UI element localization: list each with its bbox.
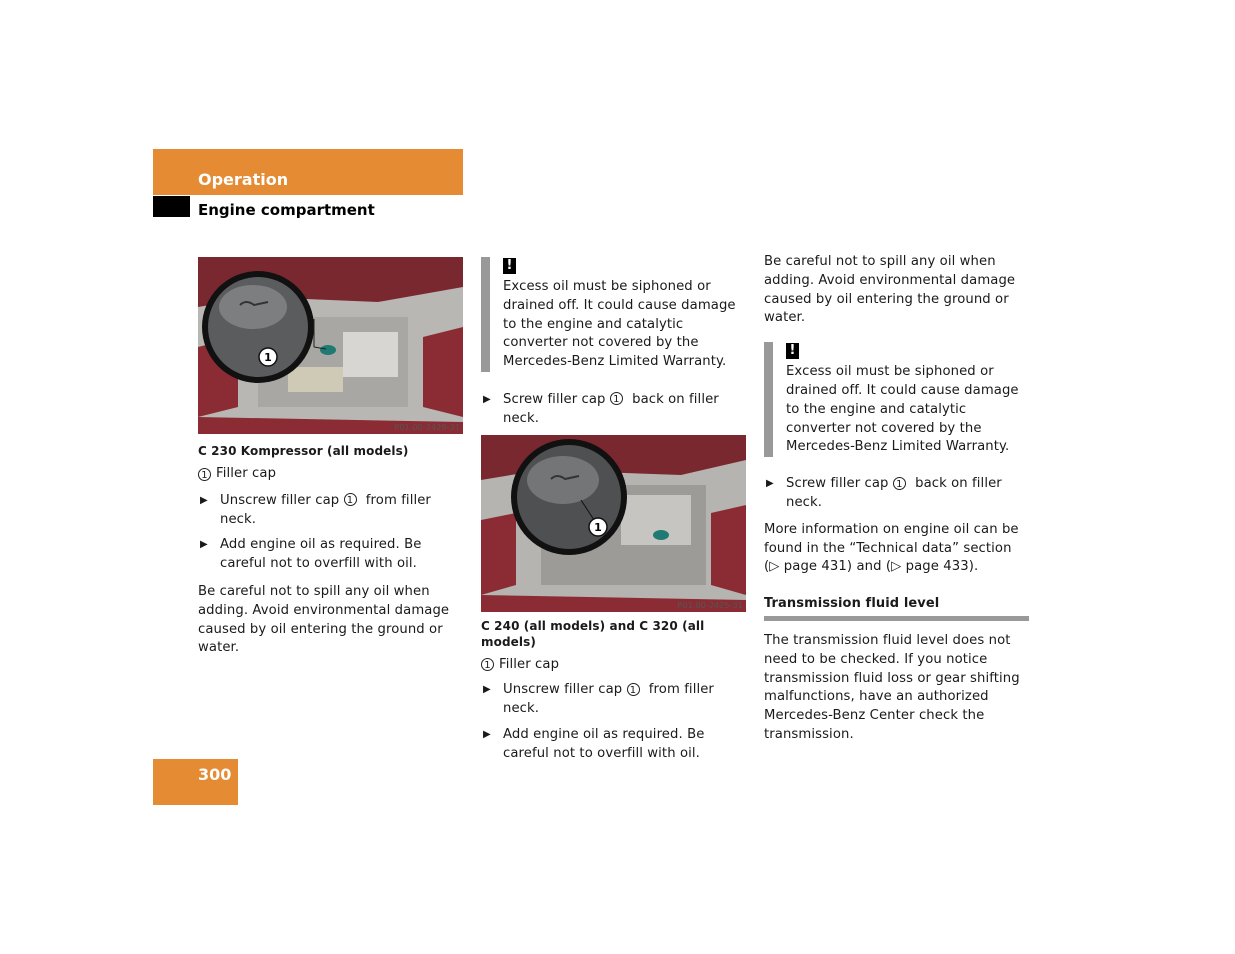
page-ref-icon: ▷ xyxy=(769,559,780,575)
warning-icon: ! xyxy=(503,258,516,274)
warning-bar xyxy=(764,342,773,457)
figure-caption: C 230 Kompressor (all models) xyxy=(198,444,409,458)
callout-marker: 1 xyxy=(481,658,494,671)
environment-note: Be careful not to spill any oil when adding. Avoid environmental damage caused by oil entering the ground or water. xyxy=(198,583,450,656)
column-1 xyxy=(198,257,463,658)
warning-icon: ! xyxy=(786,343,799,359)
callout-number: 1 xyxy=(264,351,272,364)
column-3 xyxy=(764,253,1029,745)
image-ref: P01.00-2425-31 xyxy=(677,600,743,610)
page-ref-link[interactable]: page 431 xyxy=(779,559,847,575)
bullet-arrow-icon: ▶ xyxy=(766,478,774,490)
column-2 xyxy=(481,257,746,764)
subsection-title: Engine compartment xyxy=(198,201,375,219)
bullet-arrow-icon: ▶ xyxy=(200,494,208,506)
callout-marker: 1 xyxy=(627,683,640,696)
bullet-arrow-icon: ▶ xyxy=(483,684,491,696)
instruction-step: ▶ Unscrew filler cap 1 from filler neck. xyxy=(483,682,714,717)
image-ref: P01.00-2429-31 xyxy=(394,423,460,432)
instruction-step: ▶ Screw filler cap 1 back on filler neck. xyxy=(483,391,719,426)
bullet-arrow-icon: ▶ xyxy=(200,539,208,551)
instruction-step: ▶ Screw filler cap 1 back on filler neck. xyxy=(766,476,1002,510)
page-ref-link[interactable]: page 433 xyxy=(901,559,969,575)
more-info-text: More information on engine oil can be found in the “Technical data” section (▷ page 431) and (▷ page 433). xyxy=(764,521,1019,575)
bullet-arrow-icon: ▶ xyxy=(483,728,491,740)
section-heading: Transmission fluid level xyxy=(764,595,1029,621)
engine-photo-c240-c320 xyxy=(481,435,746,612)
callout-marker: 1 xyxy=(344,493,357,506)
callout-marker: 1 xyxy=(893,477,906,490)
legend-item: 1 Filler cap xyxy=(198,465,463,484)
callout-marker: 1 xyxy=(610,392,623,405)
warning-box xyxy=(764,342,1029,457)
page-ref-icon: ▷ xyxy=(891,559,902,575)
bullet-arrow-icon: ▶ xyxy=(483,393,491,405)
warning-box xyxy=(481,257,746,372)
callout-marker: 1 xyxy=(198,468,211,481)
page-number: 300 xyxy=(198,765,232,784)
instruction-step: ▶ Add engine oil as required. Be careful not to overfill with oil. xyxy=(483,726,705,761)
subsection-marker xyxy=(153,196,190,217)
instruction-step: ▶ Add engine oil as required. Be careful not to overfill with oil. xyxy=(200,537,422,572)
warning-bar xyxy=(481,257,490,372)
engine-photo-c230 xyxy=(198,257,463,434)
warning-text: Excess oil must be siphoned or drained off. It could cause damage to the engine and catalytic converter not covered by the Mercedes-Benz Limited Warranty. xyxy=(786,364,1019,455)
warning-text: Excess oil must be siphoned or drained off. It could cause damage to the engine and catalytic converter not covered by the Mercedes-Benz Limited Warranty. xyxy=(503,279,736,370)
instruction-step: ▶ Unscrew filler cap 1 from filler neck. xyxy=(200,492,431,527)
environment-note: Be careful not to spill any oil when adding. Avoid environmental damage caused by oil entering the ground or water. xyxy=(764,254,1016,326)
callout-number: 1 xyxy=(594,520,602,534)
figure-caption: C 240 (all models) and C 320 (all models) xyxy=(481,618,705,649)
legend-item: 1 Filler cap xyxy=(481,656,746,675)
section-title: Operation xyxy=(198,170,289,189)
section-body: The transmission fluid level does not need to be checked. If you notice transmission fluid loss or gear shifting malfunctions, have an authorized Mercedes-Benz Center check the transmission. xyxy=(764,632,1020,742)
